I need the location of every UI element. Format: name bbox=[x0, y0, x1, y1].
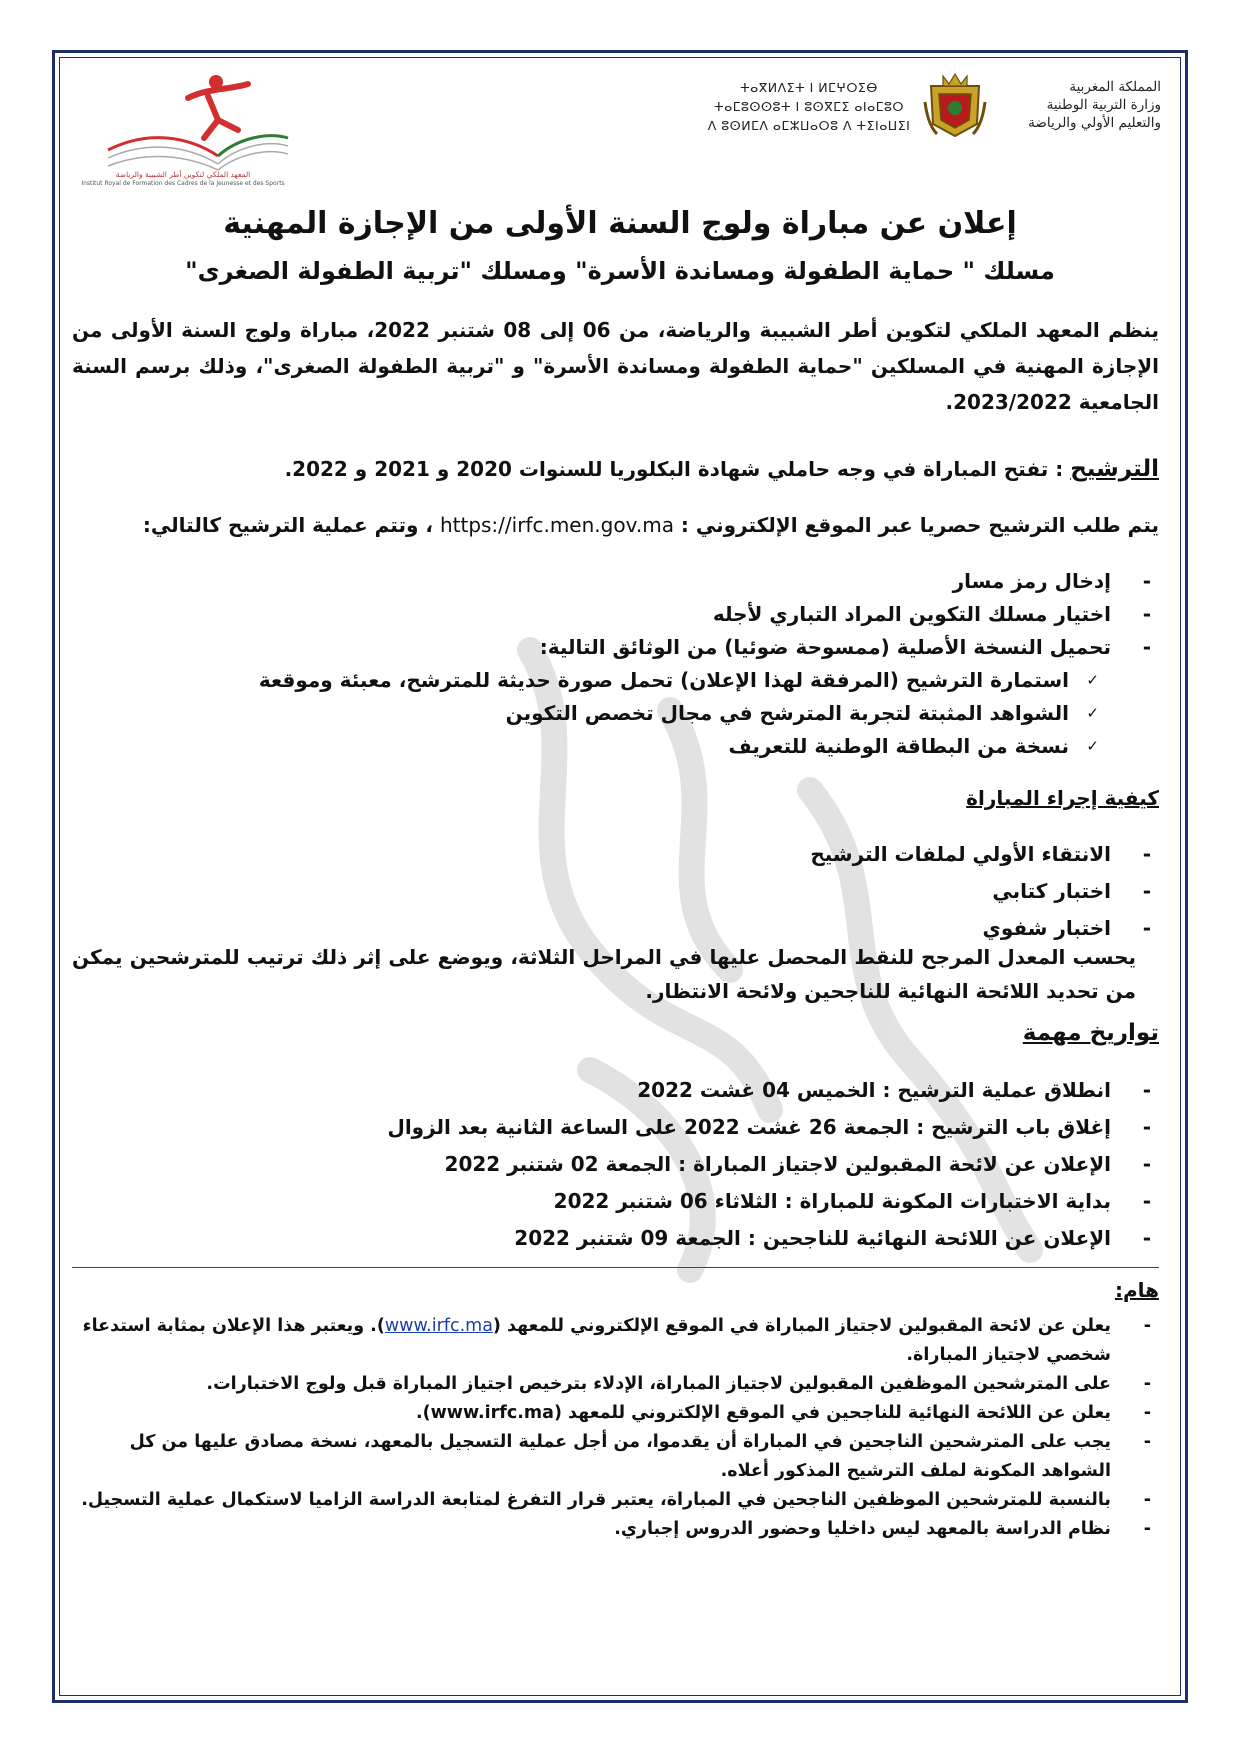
registration-url[interactable]: https://irfc.men.gov.ma bbox=[439, 513, 674, 537]
list-item bbox=[72, 565, 1159, 598]
date-item: انطلاق عملية الترشيح : الخميس 04 غشت 2022 bbox=[637, 1078, 1111, 1102]
header-ar-line: وزارة التربية الوطنية bbox=[1046, 97, 1161, 113]
dash-marker: - bbox=[1142, 879, 1151, 903]
institute-website-link[interactable]: www.irfc.ma bbox=[384, 1316, 493, 1336]
coat-of-arms-emblem bbox=[923, 72, 987, 144]
procedure-item: اختبار كتابي bbox=[992, 879, 1111, 903]
step-text: إدخال رمز مسار bbox=[952, 569, 1111, 593]
important-item: يعلن عن اللائحة النهائية للناجحين في الموقع الإلكتروني للمعهد (www.irfc.ma). bbox=[415, 1403, 1111, 1423]
list-item bbox=[72, 836, 1159, 873]
check-icon: ✓ bbox=[1086, 671, 1099, 689]
header-tif-line: ⵜⴰⴳⵍⴷⵉⵜ ⵏ ⵍⵎⵖⵔⵉⴱ bbox=[740, 80, 878, 95]
step-text: تحميل النسخة الأصلية (ممسوحة ضوئيا) من الوثائق التالية: bbox=[539, 635, 1111, 659]
important-heading-row bbox=[72, 1278, 1159, 1302]
announcement-subtitle: مسلك " حماية الطفولة ومساندة الأسرة" ومسلك "تربية الطفولة الصغرى" bbox=[185, 257, 1055, 285]
check-icon: ✓ bbox=[1086, 704, 1099, 722]
ministry-arabic-header bbox=[986, 78, 1161, 132]
list-item bbox=[72, 631, 1159, 664]
important-item: على المترشحين الموظفين المقبولين لاجتياز المباراة، الإدلاء بترخيص اجتياز المباراة قبل ولوج الاختبارات. bbox=[206, 1374, 1111, 1394]
dash-marker: - bbox=[1142, 602, 1151, 626]
dash-marker: - bbox=[1142, 1226, 1151, 1250]
procedure-heading-row bbox=[72, 786, 1159, 810]
important-item: بالنسبة للمترشحين الموظفين الناجحين في المباراة، يعتبر قرار التفرغ لمتابعة الدراسة الزاميا لاستكمال عملية التسجيل. bbox=[81, 1490, 1111, 1510]
header-tif-line: ⴷ ⵓⵙⵍⵎⴷ ⴰⵎⵣⵡⴰⵔⵓ ⴷ ⵜⵉⵏⴰⵡⵉⵏ bbox=[707, 118, 911, 133]
list-item bbox=[72, 1072, 1159, 1109]
dash-marker: - bbox=[1142, 916, 1151, 940]
candidacy-label: الترشيح bbox=[1070, 456, 1159, 482]
document-text: الشواهد المثبتة لتجربة المترشح في مجال تخصص التكوين bbox=[505, 701, 1069, 725]
important-item: يجب على المترشحين الناجحين في المباراة أن يقدموا، من أجل عملية التسجيل بالمعهد، نسخة مصادق عليها من كل الشواهد المكونة لملف الترشيح المذكور أعلاه. bbox=[129, 1432, 1111, 1481]
list-item bbox=[72, 664, 1159, 697]
dash-marker: - bbox=[1142, 1115, 1151, 1139]
section-divider bbox=[72, 1267, 1159, 1268]
list-item bbox=[72, 1370, 1159, 1399]
announcement-title: إعلان عن مباراة ولوج السنة الأولى من الإجازة المهنية bbox=[223, 206, 1017, 241]
procedure-heading: كيفية إجراء المباراة bbox=[966, 786, 1159, 810]
logo-caption-french: Institut Royal de Formation des Cadres de la Jeunesse et des Sports bbox=[81, 180, 285, 187]
dash-marker: - bbox=[1143, 1519, 1151, 1539]
date-item: بداية الاختبارات المكونة للمباراة : الثلاثاء 06 شتنبر 2022 bbox=[553, 1189, 1111, 1213]
header-tif-line: ⵜⴰⵎⵓⵙⵙⵓⵜ ⵏ ⵓⵙⴳⵎⵉ ⴰⵏⴰⵎⵓⵔ bbox=[714, 99, 904, 114]
dates-heading-row bbox=[72, 1020, 1159, 1046]
registration-before: يتم طلب الترشيح حصريا عبر الموقع الإلكتروني : bbox=[680, 513, 1159, 537]
list-item bbox=[72, 598, 1159, 631]
dash-marker: - bbox=[1142, 1189, 1151, 1213]
logo-caption-arabic: المعهد الملكي لتكوين أطر الشبيبة والرياضة bbox=[115, 170, 251, 179]
list-item bbox=[72, 1109, 1159, 1146]
dash-marker: - bbox=[1143, 1403, 1151, 1423]
candidacy-line bbox=[72, 456, 1159, 482]
dash-marker: - bbox=[1142, 1152, 1151, 1176]
ministry-tifinagh-header bbox=[704, 78, 914, 135]
document-text: استمارة الترشيح (المرفقة لهذا الإعلان) تحمل صورة حديثة للمترشح، معبئة وموقعة bbox=[258, 668, 1069, 692]
dash-marker: - bbox=[1142, 569, 1151, 593]
registration-line bbox=[72, 513, 1159, 537]
date-item: الإعلان عن اللائحة النهائية للناجحين : الجمعة 09 شتنبر 2022 bbox=[514, 1226, 1111, 1250]
dash-marker: - bbox=[1142, 842, 1151, 866]
candidacy-text: : تفتح المباراة في وجه حاملي شهادة البكلوريا للسنوات 2020 و 2021 و 2022. bbox=[284, 457, 1064, 481]
institute-logo bbox=[68, 68, 298, 186]
important-first-before: يعلن عن لائحة المقبولين لاجتياز المباراة في الموقع الإلكتروني للمعهد ( bbox=[492, 1316, 1111, 1336]
procedure-note: يحسب المعدل المرجح للنقط المحصل عليها في المراحل الثلاثة، ويوضع على إثر ذلك ترتيب للمترشحين يمكن من تحديد اللائحة النهائية للناجحين ولائحة الانتظار. bbox=[72, 945, 1136, 1003]
registration-after: ، وتتم عملية الترشيح كالتالي: bbox=[142, 513, 433, 537]
procedure-item: اختبار شفوي bbox=[982, 916, 1111, 940]
dates-heading: تواريخ مهمة bbox=[1022, 1020, 1159, 1046]
date-item: إغلاق باب الترشيح : الجمعة 26 غشت 2022 على الساعة الثانية بعد الزوال bbox=[387, 1115, 1111, 1139]
check-icon: ✓ bbox=[1086, 737, 1099, 755]
dates-list bbox=[72, 1072, 1159, 1257]
list-item bbox=[72, 1312, 1159, 1370]
dash-marker: - bbox=[1143, 1490, 1151, 1510]
list-item bbox=[72, 1399, 1159, 1428]
important-item: نظام الدراسة بالمعهد ليس داخليا وحضور الدروس إجباري. bbox=[614, 1519, 1111, 1539]
dash-marker: - bbox=[1142, 635, 1151, 659]
list-item bbox=[72, 1486, 1159, 1515]
list-item bbox=[72, 1146, 1159, 1183]
list-item bbox=[72, 1220, 1159, 1257]
list-item bbox=[72, 873, 1159, 910]
dash-marker: - bbox=[1143, 1374, 1151, 1394]
list-item bbox=[72, 1428, 1159, 1486]
list-item bbox=[72, 1183, 1159, 1220]
procedure-item: الانتقاء الأولي لملفات الترشيح bbox=[810, 842, 1111, 866]
important-list bbox=[72, 1312, 1159, 1544]
list-item bbox=[72, 730, 1159, 763]
procedure-list bbox=[72, 836, 1159, 947]
header-ar-line: والتعليم الأولي والرياضة bbox=[1028, 115, 1161, 131]
step-text: اختيار مسلك التكوين المراد التباري لأجله bbox=[712, 602, 1111, 626]
dash-marker: - bbox=[1143, 1432, 1151, 1452]
dash-marker: - bbox=[1142, 1078, 1151, 1102]
registration-steps bbox=[72, 565, 1159, 763]
important-first-after: ). ويعتبر هذا الإعلان بمثابة استدعاء شخصي لاجتياز المباراة. bbox=[82, 1316, 1111, 1365]
header-ar-line: المملكة المغربية bbox=[1069, 79, 1161, 95]
date-item: الإعلان عن لائحة المقبولين لاجتياز المباراة : الجمعة 02 شتنبر 2022 bbox=[444, 1152, 1111, 1176]
list-item bbox=[72, 1515, 1159, 1544]
dash-marker: - bbox=[1143, 1316, 1151, 1336]
document-text: نسخة من البطاقة الوطنية للتعريف bbox=[728, 734, 1069, 758]
important-heading: هام: bbox=[1114, 1278, 1159, 1302]
list-item bbox=[72, 697, 1159, 730]
intro-paragraph: ينظم المعهد الملكي لتكوين أطر الشبيبة والرياضة، من 06 إلى 08 شتنبر 2022، مباراة ولوج السنة الأولى من الإجازة المهنية في المسلكين "حماية الطفولة ومساندة الأسرة" و "تربية الطفولة الصغرى"، وذلك برسم السنة الجامعية 2023/2022. bbox=[72, 318, 1160, 414]
